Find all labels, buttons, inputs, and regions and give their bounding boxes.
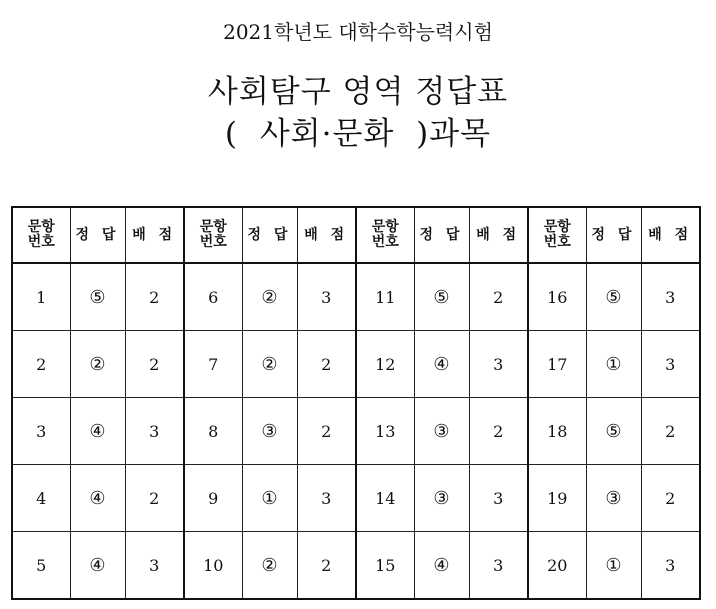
answer-cell: ② [70,331,125,398]
points-cell: 3 [641,263,700,331]
question-number: 20 [528,532,586,600]
points-cell: 2 [641,465,700,532]
question-number: 6 [184,263,242,331]
answer-cell: ④ [70,398,125,465]
points-cell: 3 [297,263,356,331]
number-header: 문항 번호 [12,207,70,263]
number-header: 문항 번호 [528,207,586,263]
points-cell: 3 [125,398,184,465]
question-number: 19 [528,465,586,532]
table-row [12,465,700,532]
answer-cell: ② [242,263,297,331]
points-cell: 2 [641,398,700,465]
question-number: 11 [356,263,414,331]
question-number: 14 [356,465,414,532]
answer-cell: ⑤ [586,263,641,331]
table-row [12,331,700,398]
answer-cell: ② [242,331,297,398]
points-cell: 2 [297,331,356,398]
points-cell: 2 [469,398,528,465]
number-header: 문항 번호 [184,207,242,263]
points-cell: 3 [125,532,184,600]
points-cell: 2 [125,465,184,532]
answer-cell: ⑤ [586,398,641,465]
question-number: 7 [184,331,242,398]
points-cell: 2 [469,263,528,331]
question-number: 9 [184,465,242,532]
answer-cell: ③ [414,465,469,532]
exam-year-title: 2021학년도 대학수학능력시험 [223,20,493,44]
number-header: 문항 번호 [356,207,414,263]
question-number: 12 [356,331,414,398]
points-header: 배 점 [297,207,356,263]
answer-header: 정 답 [242,207,297,263]
question-number: 4 [12,465,70,532]
question-number: 15 [356,532,414,600]
answer-cell: ③ [414,398,469,465]
answer-cell: ④ [414,331,469,398]
question-number: 5 [12,532,70,600]
points-cell: 3 [469,465,528,532]
question-number: 17 [528,331,586,398]
answer-cell: ① [586,532,641,600]
answer-cell: ③ [586,465,641,532]
answer-key-title: 사회탐구 영역 정답표 [207,74,509,110]
answer-cell: ① [586,331,641,398]
points-cell: 2 [125,263,184,331]
question-number: 8 [184,398,242,465]
points-cell: 3 [469,331,528,398]
answer-key-table [11,206,701,600]
question-number: 1 [12,263,70,331]
subject-title: ( 사회·문화 )과목 [224,116,492,152]
answer-header: 정 답 [414,207,469,263]
question-number: 18 [528,398,586,465]
question-number: 2 [12,331,70,398]
question-number: 3 [12,398,70,465]
answer-cell: ⑤ [70,263,125,331]
points-cell: 3 [641,331,700,398]
table-row [12,263,700,331]
table-row [12,398,700,465]
points-cell: 3 [469,532,528,600]
question-number: 13 [356,398,414,465]
points-header: 배 점 [641,207,700,263]
points-cell: 2 [297,398,356,465]
question-number: 16 [528,263,586,331]
header-row [12,207,700,263]
answer-cell: ② [242,532,297,600]
points-cell: 3 [641,532,700,600]
answer-cell: ④ [70,532,125,600]
answer-cell: ④ [70,465,125,532]
answer-cell: ① [242,465,297,532]
answer-cell: ③ [242,398,297,465]
answer-header: 정 답 [586,207,641,263]
points-header: 배 점 [469,207,528,263]
points-cell: 2 [297,532,356,600]
answer-cell: ④ [414,532,469,600]
points-header: 배 점 [125,207,184,263]
table-row [12,532,700,600]
question-number: 10 [184,532,242,600]
points-cell: 3 [297,465,356,532]
answer-header: 정 답 [70,207,125,263]
answer-cell: ⑤ [414,263,469,331]
points-cell: 2 [125,331,184,398]
answer-table-body [12,263,700,599]
